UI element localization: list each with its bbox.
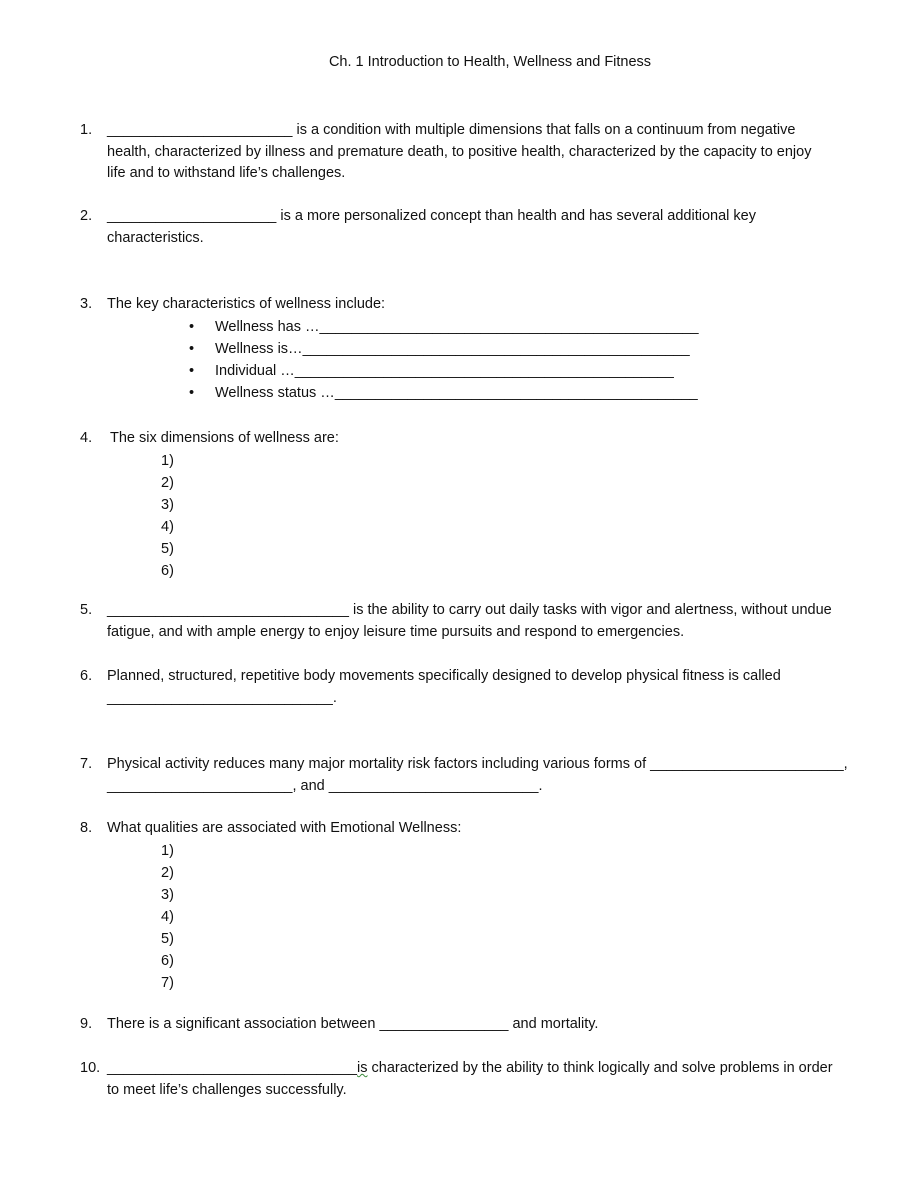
question-6	[80, 666, 860, 709]
list-item: 4)	[161, 518, 174, 535]
question-7	[80, 754, 880, 797]
question-text: to meet life’s challenges successfully.	[107, 1081, 347, 1098]
list-item: 5)	[161, 930, 174, 947]
question-number: 10.	[80, 1060, 101, 1076]
list-item	[107, 316, 860, 338]
question-text: is a condition with multiple dimensions that falls on a continuum from negative	[292, 122, 796, 138]
question-10	[80, 1058, 860, 1101]
conjunction: , and	[292, 777, 329, 794]
answer-blank[interactable]: _______________________________	[107, 1060, 357, 1076]
list-item: 7)	[161, 974, 174, 991]
question-text: Physical activity reduces many major mortality risk factors including various forms of	[107, 756, 651, 772]
question-number: 3.	[80, 296, 93, 312]
answer-blank[interactable]: _______________________________________________	[294, 362, 674, 379]
question-prompt: The six dimensions of wellness are:	[110, 430, 339, 446]
question-number: 2.	[80, 208, 93, 224]
bullet-icon: •	[189, 362, 195, 379]
list-item	[107, 382, 860, 404]
question-4	[80, 428, 860, 582]
question-2	[80, 206, 860, 249]
answer-blank[interactable]: _____________________________________________	[334, 384, 698, 401]
answer-blank[interactable]: _______________________________________________	[319, 318, 699, 335]
list-item: 6)	[161, 562, 174, 579]
question-text: characterized by the ability to think logically and solve problems in order	[367, 1060, 833, 1076]
question-number: 4.	[80, 430, 93, 446]
question-prompt: The key characteristics of wellness include:	[107, 296, 386, 312]
question-prompt: What qualities are associated with Emotional Wellness:	[107, 820, 462, 836]
bullet-icon: •	[189, 340, 195, 357]
bullet-icon: •	[189, 318, 195, 335]
bullet-label: Wellness status …	[215, 384, 335, 401]
question-text: characteristics.	[107, 229, 204, 246]
bullet-label: Wellness has …	[215, 318, 320, 335]
numbered-list	[107, 450, 860, 582]
answer-blank[interactable]: ________________________	[650, 756, 844, 772]
list-item: 6)	[161, 952, 174, 969]
question-number: 8.	[80, 820, 93, 836]
list-item: 2)	[161, 474, 174, 491]
page-title: Ch. 1 Introduction to Health, Wellness and Fitness	[328, 54, 652, 70]
answer-blank[interactable]: _______________________	[107, 777, 293, 794]
answer-blank[interactable]: __________________________	[328, 777, 539, 794]
question-text: Planned, structured, repetitive body movements specifically designed to develop physical fitness is called	[107, 668, 781, 684]
question-1	[80, 120, 860, 185]
answer-blank[interactable]: ________________	[379, 1016, 509, 1032]
comma: ,	[843, 756, 848, 772]
question-text: health, characterized by illness and premature death, to positive health, characterized by the capacity to enjoy	[107, 143, 812, 160]
question-text: and mortality.	[508, 1016, 599, 1032]
period: .	[332, 689, 337, 706]
bullet-label: Individual …	[215, 362, 295, 379]
question-number: 5.	[80, 602, 93, 618]
spellcheck-word: is	[357, 1060, 368, 1076]
answer-blank[interactable]: ____________________________	[107, 689, 333, 706]
list-item: 3)	[161, 496, 174, 513]
period: .	[538, 777, 543, 794]
question-3	[80, 294, 860, 404]
question-text: is a more personalized concept than health and has several additional key	[276, 208, 756, 224]
question-number: 1.	[80, 122, 93, 138]
list-item: 4)	[161, 908, 174, 925]
answer-blank[interactable]: ________________________________________________	[302, 340, 690, 357]
bullet-label: Wellness is…	[215, 340, 303, 357]
bullet-list	[107, 316, 860, 404]
question-5	[80, 600, 860, 643]
answer-blank[interactable]: _____________________	[107, 208, 277, 224]
numbered-list	[107, 840, 860, 994]
list-item: 2)	[161, 864, 174, 881]
question-number: 7.	[80, 756, 93, 772]
answer-blank[interactable]: _______________________	[107, 122, 293, 138]
answer-blank[interactable]: ______________________________	[107, 602, 349, 618]
list-item	[107, 360, 860, 382]
question-9	[80, 1014, 860, 1036]
question-text: life and to withstand life’s challenges.	[107, 165, 346, 181]
question-text: There is a significant association between	[107, 1016, 380, 1032]
question-text: fatigue, and with ample energy to enjoy leisure time pursuits and respond to emergencies.	[107, 623, 685, 640]
list-item: 3)	[161, 886, 174, 903]
list-item	[107, 338, 860, 360]
question-text: is the ability to carry out daily tasks with vigor and alertness, without undue	[348, 602, 832, 618]
list-item: 1)	[161, 452, 174, 469]
list-item: 5)	[161, 540, 174, 557]
question-8	[80, 818, 860, 994]
question-number: 9.	[80, 1016, 93, 1032]
list-item: 1)	[161, 842, 174, 859]
bullet-icon: •	[189, 384, 195, 401]
question-number: 6.	[80, 668, 93, 684]
